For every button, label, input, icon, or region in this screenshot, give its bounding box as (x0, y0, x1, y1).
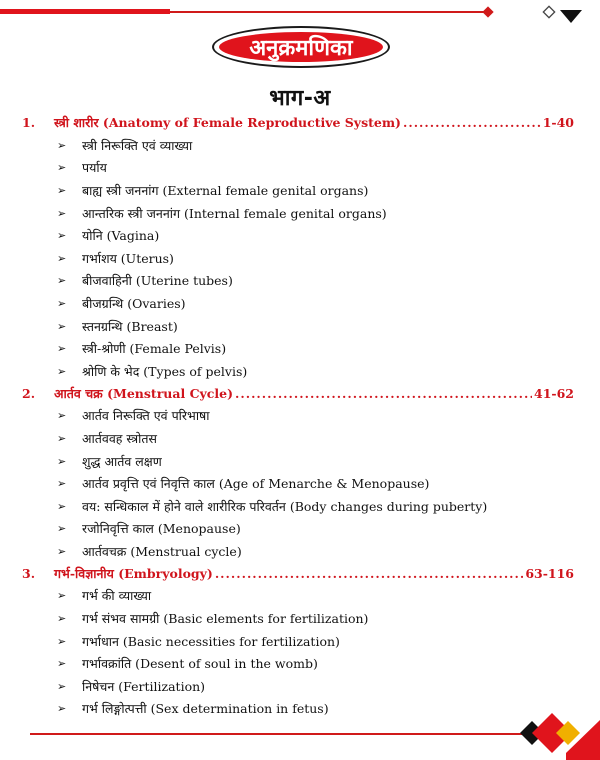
topic-text: गर्भावक्रांति (Desent of soul in the womb) (82, 656, 318, 672)
arrow-bullet-icon: ➢ (57, 477, 67, 491)
chapter-heading (22, 383, 574, 405)
arrow-bullet-icon: ➢ (57, 364, 67, 378)
corner-ornament-icon (541, 4, 557, 20)
chapter-page-range: 63-116 (525, 565, 574, 581)
topic-item (22, 337, 574, 360)
arrow-bullet-icon: ➢ (57, 679, 67, 693)
topic-text: गर्भ लिङ्गोत्पत्ती (Sex determination in fetus) (82, 701, 329, 717)
topic-item (22, 224, 574, 247)
topic-item (22, 540, 574, 563)
topic-text: गर्भाशय (Uterus) (82, 250, 174, 266)
arrow-bullet-icon: ➢ (57, 657, 67, 671)
chapter-title: गर्भ-विज्ञानीय (Embryology) (54, 565, 213, 581)
topic-item (22, 270, 574, 293)
arrow-bullet-icon: ➢ (57, 409, 67, 423)
title-oval (212, 26, 390, 68)
topic-text: श्रोणि के भेद (Types of pelvis) (82, 363, 248, 379)
top-rule-line (170, 11, 488, 13)
chapter-page-range: 1-40 (542, 115, 574, 130)
topic-item (22, 247, 574, 270)
topic-item (22, 585, 574, 608)
chapter-number: 1. (22, 115, 36, 130)
corner-triangle-icon (560, 10, 582, 24)
section-title: भाग-अ (269, 86, 331, 111)
top-rule-diamond (482, 6, 493, 17)
topic-text: योनि (Vagina) (82, 228, 160, 244)
arrow-bullet-icon: ➢ (57, 274, 67, 288)
arrow-bullet-icon: ➢ (57, 589, 67, 603)
arrow-bullet-icon: ➢ (57, 229, 67, 243)
arrow-bullet-icon: ➢ (57, 138, 67, 152)
topic-text: आर्तव प्रवृत्ति एवं निवृत्ति काल (Age of Menarche & Menopause) (82, 476, 430, 492)
chapter-page-range: 41-62 (534, 385, 574, 401)
topic-text: गर्भाधान (Basic necessities for fertilization) (82, 633, 340, 649)
arrow-bullet-icon: ➢ (57, 431, 67, 445)
topic-item (22, 157, 574, 180)
topic-text: बाह्य स्त्री जननांग (External female genital organs) (82, 182, 369, 198)
arrow-bullet-icon: ➢ (57, 206, 67, 220)
topic-text: निषेचन (Fertilization) (82, 678, 206, 694)
arrow-bullet-icon: ➢ (57, 544, 67, 558)
topic-text: स्तनग्रन्थि (Breast) (82, 318, 178, 334)
topic-list (22, 405, 574, 563)
table-of-contents (22, 112, 574, 720)
topic-text: आर्तव निरूक्ति एवं परिभाषा (82, 408, 210, 424)
arrow-bullet-icon: ➢ (57, 522, 67, 536)
arrow-bullet-icon: ➢ (57, 251, 67, 265)
chapter-heading (22, 112, 574, 134)
topic-item (22, 495, 574, 518)
topic-text: पर्याय (82, 160, 107, 176)
topic-text: आर्तवचक्र (Menstrual cycle) (82, 543, 242, 559)
topic-item (22, 405, 574, 428)
topic-item (22, 292, 574, 315)
chapter-heading (22, 563, 574, 585)
topic-text: बीजवाहिनी (Uterine tubes) (82, 273, 233, 289)
topic-item (22, 652, 574, 675)
arrow-bullet-icon: ➢ (57, 612, 67, 626)
topic-text: स्त्री-श्रोणी (Female Pelvis) (82, 341, 227, 357)
chapter-title: स्त्री शारीर (Anatomy of Female Reproductive System) (54, 115, 401, 130)
arrow-bullet-icon: ➢ (57, 183, 67, 197)
dot-leader (215, 563, 523, 585)
topic-text: आर्तववह स्त्रोतस (82, 430, 157, 446)
chapter-number: 3. (22, 565, 36, 581)
chapter-number: 2. (22, 385, 36, 401)
topic-item (22, 675, 574, 698)
topic-item (22, 134, 574, 157)
topic-item (22, 518, 574, 541)
arrow-bullet-icon: ➢ (57, 454, 67, 468)
topic-text: आन्तरिक स्त्री जननांग (Internal female genital organs) (82, 205, 387, 221)
topic-item (22, 179, 574, 202)
topic-item (22, 472, 574, 495)
topic-text: स्त्री निरूक्ति एवं व्याख्या (82, 137, 193, 153)
bottom-ornament-icon (0, 700, 600, 760)
topic-text: गर्भ की व्याख्या (82, 588, 152, 604)
arrow-bullet-icon: ➢ (57, 634, 67, 648)
topic-list (22, 134, 574, 383)
dot-leader (235, 383, 532, 405)
topic-item (22, 607, 574, 630)
chapter-title: आर्तव चक्र (Menstrual Cycle) (54, 385, 234, 401)
arrow-bullet-icon: ➢ (57, 499, 67, 513)
dot-leader (403, 112, 541, 134)
topic-text: वय: सन्धिकाल में होने वाले शारीरिक परिवर्तन (Body changes during puberty) (82, 498, 488, 514)
page-title: अनुक्रमणिका (249, 36, 353, 61)
arrow-bullet-icon: ➢ (57, 319, 67, 333)
arrow-bullet-icon: ➢ (57, 161, 67, 175)
topic-text: गर्भ संभव सामग्री (Basic elements for fertilization) (82, 611, 369, 627)
arrow-bullet-icon: ➢ (57, 342, 67, 356)
topic-text: बीजग्रन्थि (Ovaries) (82, 295, 186, 311)
arrow-bullet-icon: ➢ (57, 702, 67, 716)
topic-item (22, 202, 574, 225)
topic-item (22, 630, 574, 653)
topic-item (22, 450, 574, 473)
arrow-bullet-icon: ➢ (57, 296, 67, 310)
title-oval-fill (219, 32, 383, 62)
topic-item (22, 360, 574, 383)
topic-text: रजोनिवृत्ति काल (Menopause) (82, 521, 241, 537)
topic-item (22, 427, 574, 450)
topic-item (22, 315, 574, 338)
top-rule-red (0, 9, 170, 14)
topic-text: शुद्ध आर्तव लक्षण (82, 453, 162, 469)
